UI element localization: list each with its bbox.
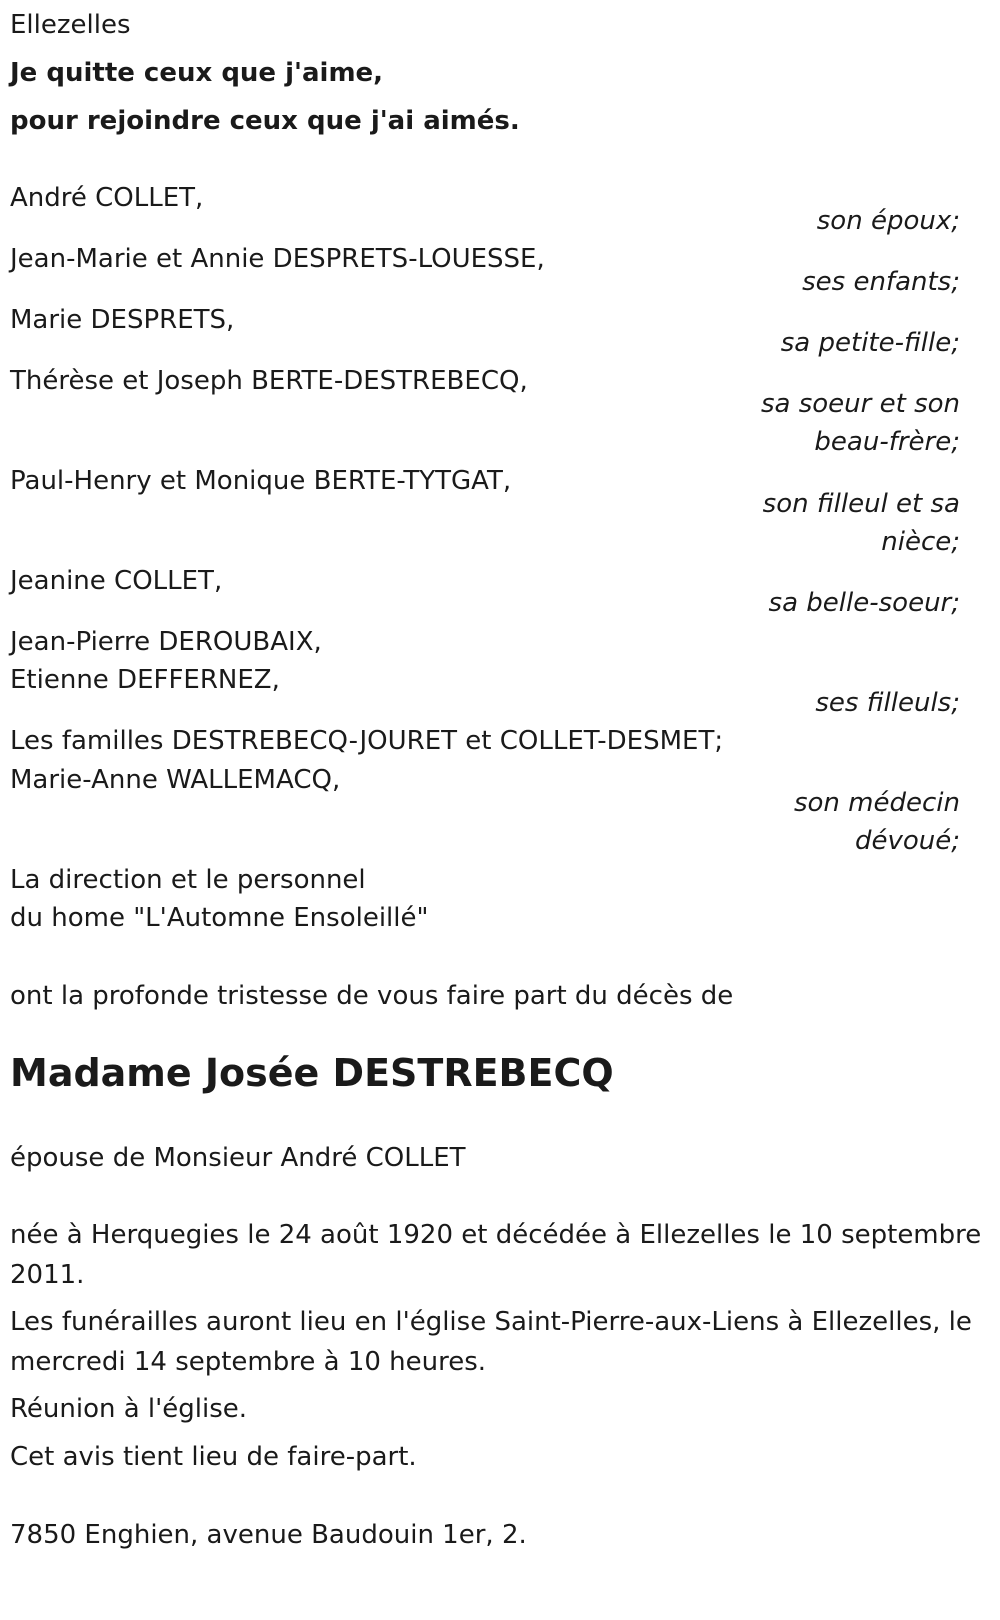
family-names: Jean-Marie et Annie DESPRETS-LOUESSE, bbox=[10, 244, 545, 274]
family-names: André COLLET, bbox=[10, 183, 204, 213]
location-heading: Ellezelles bbox=[10, 10, 131, 40]
family-relation: son médecin bbox=[793, 788, 960, 818]
announcement-text: ont la profonde tristesse de vous faire part du décès de bbox=[10, 981, 734, 1011]
address-text: 7850 Enghien, avenue Baudouin 1er, 2. bbox=[10, 1520, 527, 1550]
family-names: Marie DESPRETS, bbox=[10, 305, 235, 335]
family-names: Les familles DESTREBECQ-JOURET et COLLET-DESMET; bbox=[10, 726, 724, 756]
family-names: du home "L'Automne Ensoleillé" bbox=[10, 903, 429, 933]
spouse-line: épouse de Monsieur André COLLET bbox=[10, 1143, 466, 1173]
notice-text: Cet avis tient lieu de faire-part. bbox=[10, 1442, 417, 1472]
family-relation: ses enfants; bbox=[802, 267, 960, 297]
family-relation: ses filleuls; bbox=[815, 688, 960, 718]
family-names: Jeanine COLLET, bbox=[10, 566, 223, 596]
family-relation: son filleul et sa bbox=[762, 489, 960, 519]
birth-death-text: née à Herquegies le 24 août 1920 et décédée à Ellezelles le 10 septembre 2011. bbox=[10, 1220, 982, 1290]
verse-line-1: Je quitte ceux que j'aime, bbox=[10, 58, 384, 88]
verse-line-2: pour rejoindre ceux que j'ai aimés. bbox=[10, 106, 520, 136]
reunion-text: Réunion à l'église. bbox=[10, 1394, 248, 1424]
family-names: Jean-Pierre DEROUBAIX, bbox=[10, 627, 322, 657]
family-relation: sa soeur et son bbox=[760, 389, 960, 419]
family-relation: sa petite-fille; bbox=[780, 328, 960, 358]
family-relation: son époux; bbox=[816, 206, 960, 236]
family-relation: dévoué; bbox=[854, 826, 960, 856]
family-names: Etienne DEFFERNEZ, bbox=[10, 665, 280, 695]
family-names: Paul-Henry et Monique BERTE-TYTGAT, bbox=[10, 466, 512, 496]
family-relation: sa belle-soeur; bbox=[768, 588, 960, 618]
deceased-name: Madame Josée DESTREBECQ bbox=[10, 1051, 614, 1095]
family-names: La direction et le personnel bbox=[10, 865, 366, 895]
family-names: Marie-Anne WALLEMACQ, bbox=[10, 765, 341, 795]
family-names: Thérèse et Joseph BERTE-DESTREBECQ, bbox=[10, 366, 528, 396]
family-relation: nièce; bbox=[881, 527, 960, 557]
funeral-text: Les funérailles auront lieu en l'église Saint-Pierre-aux-Liens à Ellezelles, le mercredi 14 septembre à 10 heures. bbox=[10, 1307, 972, 1377]
family-relation: beau-frère; bbox=[814, 427, 960, 457]
